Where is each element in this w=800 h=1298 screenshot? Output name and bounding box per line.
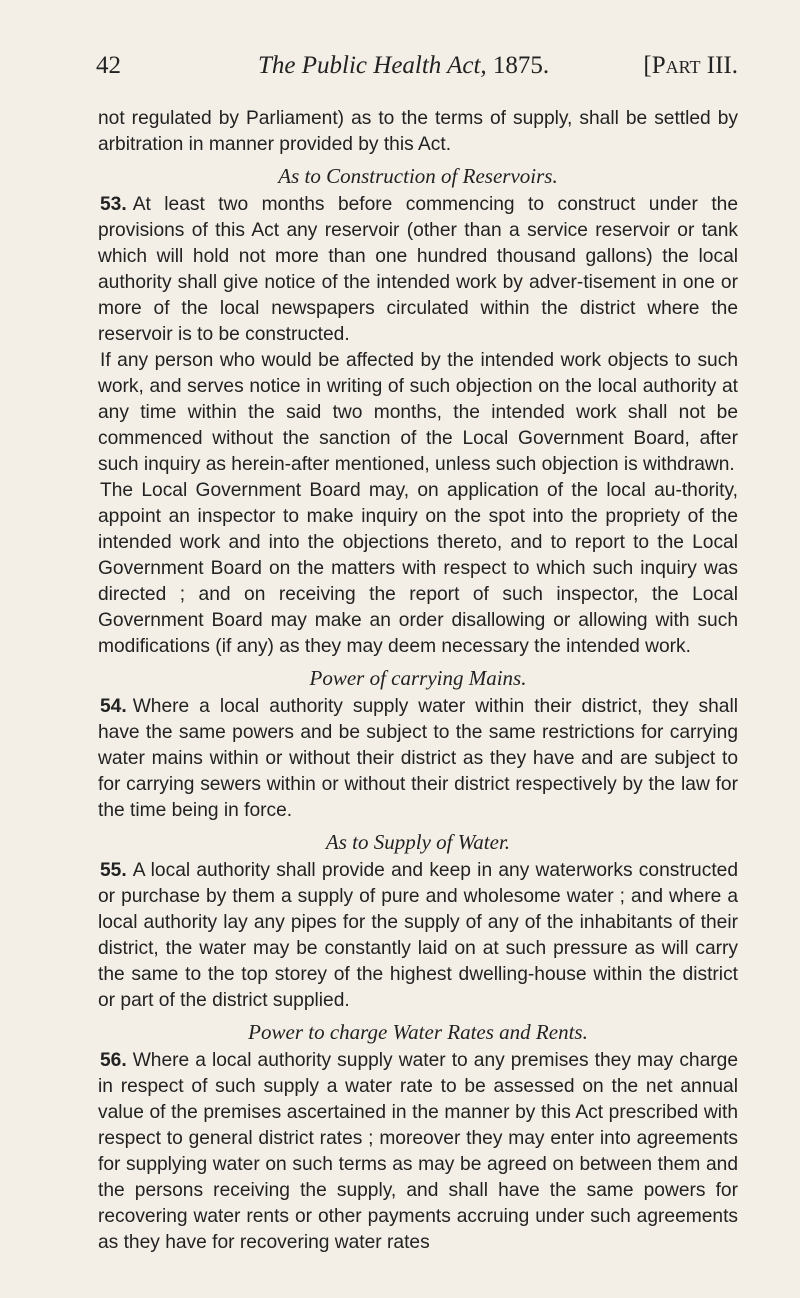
section-53-paragraph-3: The Local Government Board may, on application of the local au-thority, appoint an inspector to make inquiry on the spot into the propriety of the intended work and into the objections thereto, and to report to the Local Government Board on the matters with respect to which such inquiry was directed ; and on receiving the report of such inspector, the Local Government Board may make an order disallowing or allowing with such modifications (if any) as they may deem necessary the intended work. — [98, 480, 738, 657]
page-body — [98, 106, 738, 1256]
part-label: [Part III. — [643, 52, 738, 79]
section-heading-water-rates: Power to charge Water Rates and Rents. — [248, 1020, 588, 1044]
section-53-paragraph-2: If any person who would be affected by the intended work objects to such work, and serves notice in writing of such objection on the local authority at any time within the said two months, the intended work shall not be commenced without the sanction of the Local Government Board, after such inquiry as herein-after mentioned, unless such objection is withdrawn. — [98, 350, 738, 475]
section-54-text: Where a local authority supply water within their district, they shall have the same powers and be subject to the same restrictions for carrying water mains within or without their district as they have and are subject to for carrying sewers within or without their district respectively by the law for the time being in force. — [98, 696, 738, 821]
section-55-paragraph — [98, 858, 738, 1014]
running-title-year: 1875. — [492, 52, 550, 79]
section-53-text-1: At least two months before commencing to construct under the provisions of this Act any reservoir (other than a service reservoir or tank which will hold not more than one hundred thousand gallons) the local authority shall give notice of the intended work by adver-tisement in one or more of the local newspapers circulated within the district where the reservoir is to be constructed. — [98, 194, 738, 345]
section-heading-water-supply: As to Supply of Water. — [325, 830, 511, 854]
section-55-text: A local authority shall provide and keep in any waterworks constructed or purchase by them a supply of pure and wholesome water ; and where a local authority lay any pipes for the supply of any of the inhabitants of their district, the water may be constantly laid on at such pressure as will carry the same to the top storey of the highest dwelling-house within the district or part of the district supplied. — [98, 860, 738, 1011]
running-title — [258, 52, 549, 80]
section-number-54: 54. — [100, 696, 127, 717]
section-number-53: 53. — [100, 194, 127, 215]
section-53-paragraph-1 — [98, 192, 738, 348]
running-title-text: The Public Health Act, — [258, 52, 487, 79]
section-54-paragraph — [98, 694, 738, 824]
continuation-paragraph: not regulated by Parliament) as to the terms of supply, shall be settled by arbitration in manner provided by this Act. — [98, 108, 738, 155]
section-number-55: 55. — [100, 860, 127, 881]
section-heading-reservoirs: As to Construction of Reservoirs. — [278, 164, 558, 188]
section-heading-mains: Power of carrying Mains. — [309, 666, 527, 690]
section-56-text: Where a local authority supply water to any premises they may charge in respect of such supply a water rate to be assessed on the net annual value of the premises ascertained in the manner by this Act prescribed with respect to general district rates ; moreover they may enter into agreements for supplying water on such terms as may be agreed on between them and the persons receiving the supply, and shall have the same powers for recovering water rents or other payments accruing under such agreements as they have for recovering water rates — [98, 1050, 738, 1253]
page-number: 42 — [96, 52, 121, 79]
section-number-56: 56. — [100, 1050, 127, 1071]
running-header — [98, 48, 738, 88]
section-56-paragraph — [98, 1048, 738, 1256]
